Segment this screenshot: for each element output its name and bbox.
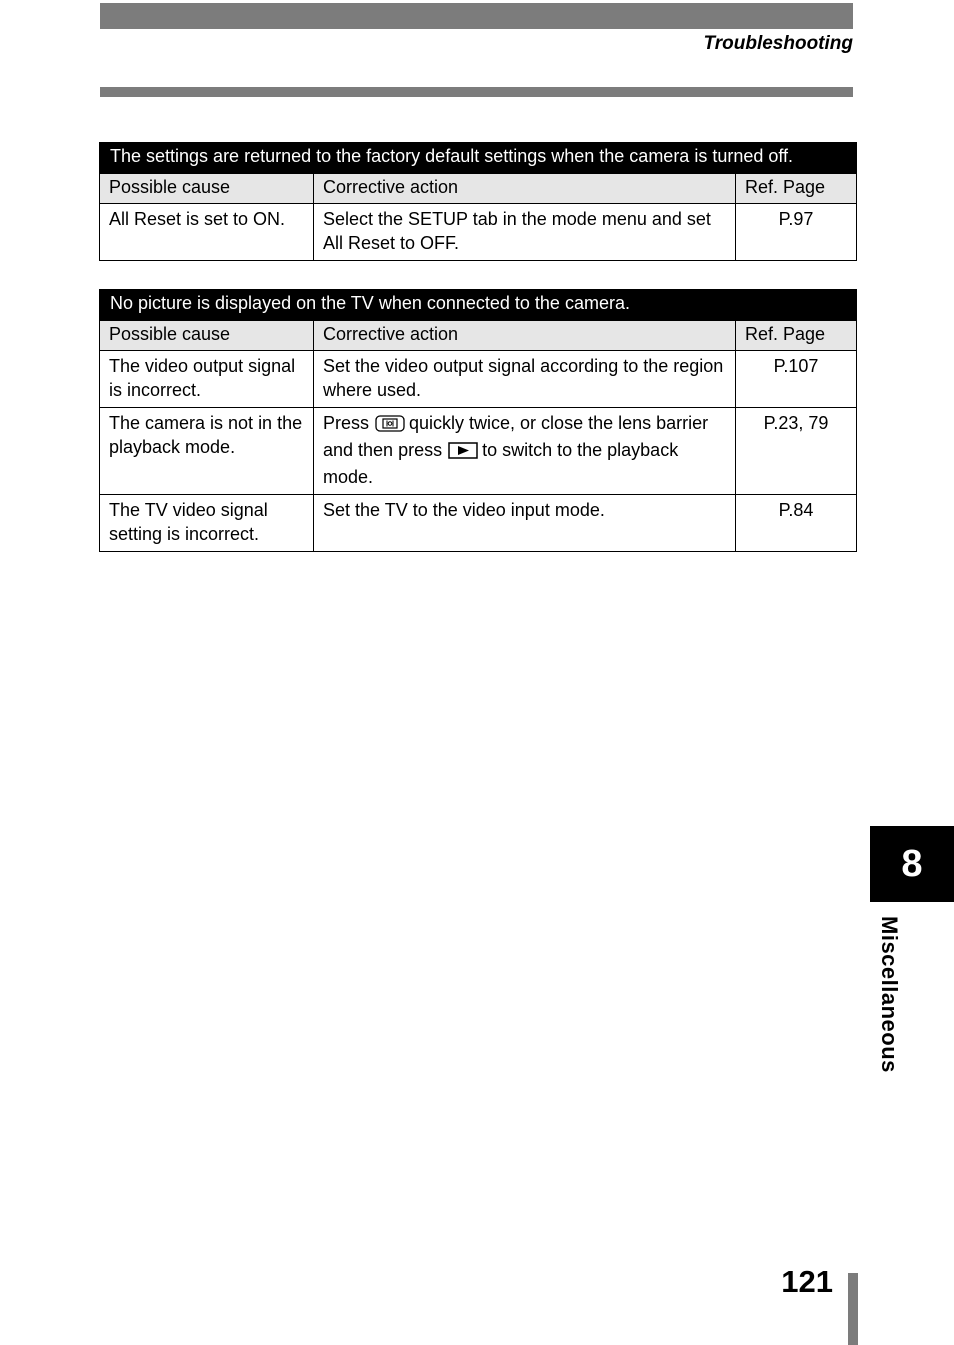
action-cell: Set the video output signal according to the region where used. [314, 351, 736, 408]
header-bar [100, 3, 853, 29]
action-cell: Set the TV to the video input mode. [314, 495, 736, 552]
page-number-bar [848, 1273, 858, 1345]
table-row [100, 408, 857, 495]
cause-cell: The camera is not in the playback mode. [100, 408, 314, 495]
header-rule [100, 87, 853, 97]
table-row [100, 495, 857, 552]
ref-page-cell: P.23, 79 [736, 408, 857, 495]
ref-page-cell: P.97 [736, 204, 857, 261]
chapter-number: 8 [901, 842, 923, 885]
column-header-ref: Ref. Page [736, 321, 857, 351]
table-title: The settings are returned to the factory default settings when the camera is turned off. [100, 143, 857, 174]
action-cell: Select the SETUP tab in the mode menu and set All Reset to OFF. [314, 204, 736, 261]
action-text: quickly twice, or close the lens barrier and then press [323, 413, 709, 460]
cause-cell: All Reset is set to ON. [100, 204, 314, 261]
action-text: Press [323, 413, 370, 433]
table-row [100, 204, 857, 261]
column-header-cause: Possible cause [100, 321, 314, 351]
ref-page-cell: P.84 [736, 495, 857, 552]
section-title: Troubleshooting [703, 33, 853, 54]
table-row [100, 351, 857, 408]
troubleshooting-table-tv [99, 289, 857, 552]
column-header-action: Corrective action [314, 321, 736, 351]
action-cell [314, 408, 736, 495]
column-header-cause: Possible cause [100, 174, 314, 204]
troubleshooting-table-factory-reset [99, 142, 857, 261]
column-header-ref: Ref. Page [736, 174, 857, 204]
chapter-tab [870, 826, 954, 902]
table-title: No picture is displayed on the TV when connected to the camera. [100, 290, 857, 321]
quickview-button-icon [375, 414, 405, 438]
playback-button-icon [448, 441, 478, 465]
column-header-action: Corrective action [314, 174, 736, 204]
page-number: 121 [781, 1264, 833, 1299]
action-text: to switch to the playback mode. [323, 440, 679, 487]
cause-cell: The TV video signal setting is incorrect. [100, 495, 314, 552]
cause-cell: The video output signal is incorrect. [100, 351, 314, 408]
ref-page-cell: P.107 [736, 351, 857, 408]
chapter-label: Miscellaneous [877, 916, 902, 1073]
